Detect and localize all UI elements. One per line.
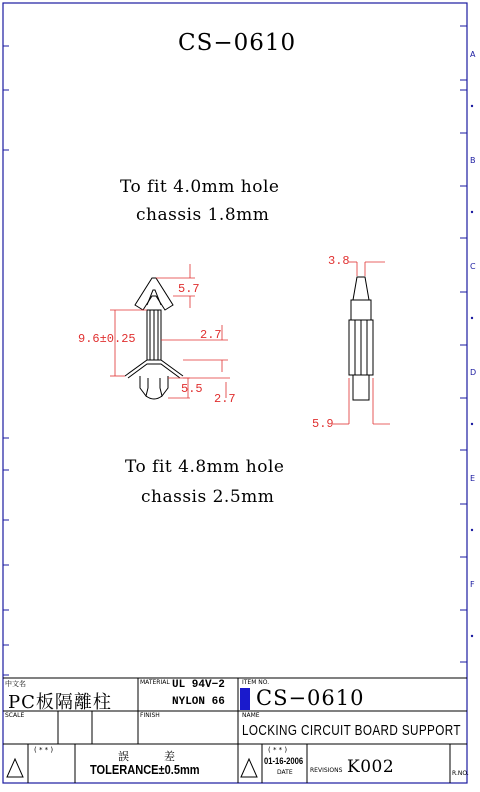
fit-note-1-line-2: chassis 1.8mm: [136, 205, 270, 225]
zone-letter-a: A: [470, 50, 476, 59]
triangle-note: ( * * ): [34, 746, 54, 754]
name-label: NAME: [242, 712, 260, 719]
material-label: MATERIAL: [140, 679, 170, 686]
dim-3-8: 3.8: [328, 254, 350, 268]
revisions-value: K002: [347, 757, 395, 777]
dim-5-9: 5.9: [312, 417, 334, 431]
scale-label: SCALE: [5, 712, 25, 719]
tolerance-cn-1: 誤: [118, 750, 129, 763]
finish-label: FINISH: [140, 712, 160, 719]
zone-letter-c: C: [470, 262, 476, 271]
dim-5-7: 5.7: [178, 282, 200, 296]
dim-2-7-upper: 2.7: [200, 328, 222, 342]
part-side-view: [349, 277, 373, 400]
date-label: DATE: [277, 769, 293, 776]
fit-note-2-line-1: To fit 4.8mm hole: [125, 457, 285, 477]
dim-5-5: 5.5: [181, 382, 203, 396]
zone-letter-e: E: [470, 474, 476, 483]
revisions-label: REVISIONS: [310, 767, 343, 774]
material-line-2: NYLON 66: [172, 696, 225, 708]
tolerance-cn-2: 差: [164, 750, 175, 763]
rno-label: R.NO.: [452, 770, 469, 777]
material-line-1: UL 94V−2: [172, 679, 225, 691]
chinese-name-label: 中文名: [5, 680, 26, 688]
dim-2-7-lower: 2.7: [214, 392, 236, 406]
tolerance-value: TOLERANCE±0.5mm: [90, 762, 200, 777]
name-value: LOCKING CIRCUIT BOARD SUPPORT: [242, 722, 461, 739]
item-no-value: CS−0610: [256, 686, 365, 710]
right-margin-ticks: [460, 26, 467, 662]
chinese-name-value: PC板隔離柱: [8, 692, 112, 713]
zone-letter-d: D: [470, 368, 477, 377]
date-note: ( * * ): [268, 746, 288, 754]
zone-letter-b: B: [470, 156, 476, 165]
item-no-highlight: [240, 688, 250, 710]
date-value: 01-16-2006: [264, 756, 304, 766]
drawing-title: CS−0610: [178, 30, 297, 56]
left-margin-ticks: [3, 46, 9, 675]
item-no-label: ITEM NO.: [242, 679, 270, 686]
triangle-symbol-left: [7, 759, 23, 777]
triangle-symbol-right: [241, 759, 257, 777]
fit-note-2-line-2: chassis 2.5mm: [141, 487, 275, 507]
fit-note-1-line-1: To fit 4.0mm hole: [120, 177, 280, 197]
dim-9-6-tol: 9.6±0.25: [78, 332, 136, 346]
zone-letter-f: F: [470, 580, 475, 589]
